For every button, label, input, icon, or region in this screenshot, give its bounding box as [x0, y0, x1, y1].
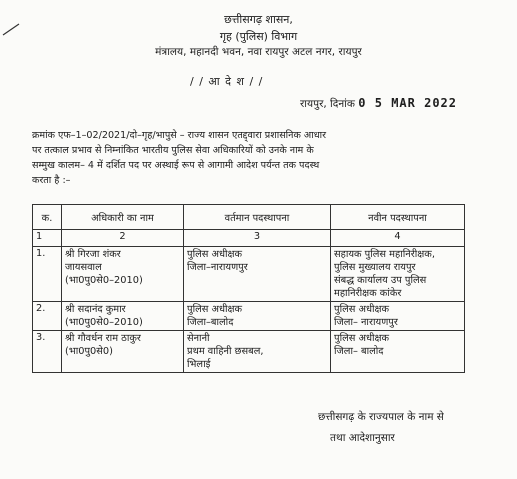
ministry-address: मंत्रालय, महानदी भवन, नवा रायपुर अटल नगर, रायपुर — [155, 46, 362, 58]
header-officer-name: अधिकारी का नाम — [62, 205, 184, 230]
table-header-row — [33, 205, 465, 230]
officer-name-line: श्री गौवर्धन राम ठाकुर — [65, 333, 141, 344]
current-post: सेनानी — [187, 333, 210, 344]
current-posting-cell — [184, 331, 331, 373]
header-new-posting: नवीन पदस्थापना — [331, 205, 465, 230]
current-post: पुलिस अधीक्षक — [187, 304, 243, 315]
column-number: 3 — [184, 230, 331, 247]
governor-authority-line: छत्तीसगढ़ के राज्यपाल के नाम से — [318, 411, 444, 423]
new-post-line: पुलिस अधीक्षक — [334, 304, 390, 315]
order-paragraph-line: क्रमांक एफ–1–02/2021/दो–गृह/भापुसे – राज्य शासन एतद्द्वारा प्रशासनिक आधार — [32, 130, 327, 141]
order-paragraph-line: सम्मुख कालम– 4 में दर्शित पद पर अस्थाई रूप से आगामी आदेश पर्यन्त तक पदस्थ — [32, 160, 320, 171]
department-name: गृह (पुलिस) विभाग — [219, 30, 298, 43]
new-post-line: जिला– नारायणपुर — [334, 317, 398, 328]
new-posting-cell — [331, 247, 465, 302]
officer-name-cell — [62, 302, 184, 331]
new-posting-cell — [331, 331, 465, 373]
current-posting-cell — [184, 247, 331, 302]
column-number: 1 — [33, 230, 62, 247]
column-number: 4 — [331, 230, 465, 247]
officer-batch: (भा0पु0से0–2010) — [65, 275, 143, 286]
column-number: 2 — [62, 230, 184, 247]
table-row — [33, 247, 465, 302]
posting-table — [32, 204, 465, 373]
new-post-line: संबद्ध कार्यालय उप पुलिस — [334, 275, 427, 286]
order-paragraph-line: पर तत्काल प्रभाव से निम्नांकित भारतीय पुलिस सेवा अधिकारियों को उनके नाम के — [32, 145, 314, 156]
order-title: / / आ दे श / / — [190, 75, 264, 88]
serial-cell: 3. — [33, 331, 62, 373]
officer-name-cell — [62, 331, 184, 373]
date-prefix: रायपुर, दिनांक — [300, 98, 355, 110]
officer-batch: (भा0पु0से0) — [65, 346, 113, 357]
current-district: जिला–बालोद — [187, 317, 234, 328]
by-order-line: तथा आदेशानुसार — [330, 432, 395, 444]
header-current-posting: वर्तमान पदस्थापना — [184, 205, 331, 230]
new-post-line: महानिरीक्षक कांकेर — [334, 288, 402, 299]
table-row — [33, 302, 465, 331]
order-paragraph-line: करता है :– — [32, 175, 71, 186]
new-posting-cell — [331, 302, 465, 331]
current-unit: प्रथम वाहिनी छसबल, — [187, 346, 264, 357]
column-number-row — [33, 230, 465, 247]
officer-name-line: श्री गिरजा शंकर — [65, 249, 121, 260]
officer-name-line: श्री सदानंद कुमार — [65, 304, 126, 315]
officer-name-cell — [62, 247, 184, 302]
current-district: जिला–नारायणपुर — [187, 262, 248, 273]
officer-batch: (भा0पु0से0–2010) — [65, 317, 143, 328]
serial-cell: 1. — [33, 247, 62, 302]
current-posting-cell — [184, 302, 331, 331]
officer-name-line: जायसवाल — [65, 262, 102, 273]
header-serial: क. — [33, 205, 62, 230]
date-stamp: 0 5 MAR 2022 — [358, 96, 457, 110]
new-post-line: जिला– बालोद — [334, 346, 384, 357]
table-row — [33, 331, 465, 373]
current-post: पुलिस अधीक्षक — [187, 249, 243, 260]
serial-cell: 2. — [33, 302, 62, 331]
new-post-line: सहायक पुलिस महानिरीक्षक, — [334, 249, 435, 260]
govt-name: छत्तीसगढ़ शासन, — [224, 13, 293, 26]
new-post-line: पुलिस अधीक्षक — [334, 333, 390, 344]
current-location: भिलाई — [187, 359, 211, 370]
new-post-line: पुलिस मुख्यालय रायपुर — [334, 262, 416, 273]
date-line — [300, 96, 457, 111]
